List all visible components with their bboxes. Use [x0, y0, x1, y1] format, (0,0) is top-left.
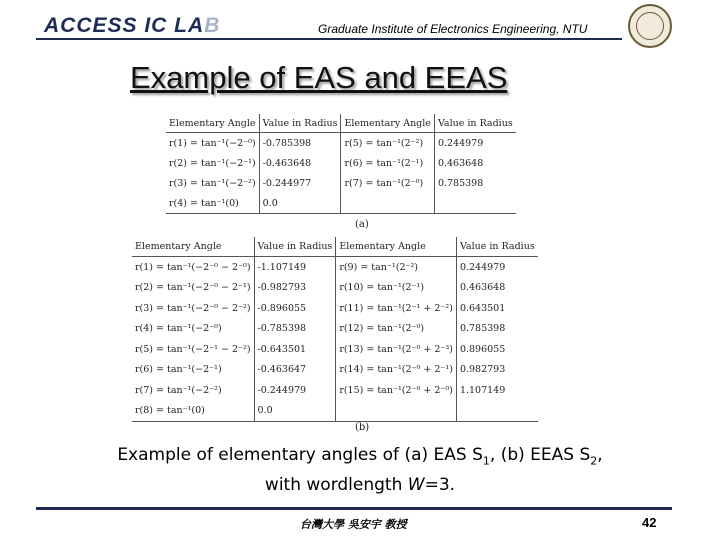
- table-cell: -0.244979: [254, 380, 336, 401]
- table-cell: -0.463648: [259, 153, 341, 173]
- lab-logo: ACCESS IC LAB: [44, 14, 221, 37]
- table-row: [166, 193, 516, 214]
- header-cell: Value in Radius: [434, 114, 515, 133]
- caption-line-2: with wordlength W=3.: [264, 475, 456, 496]
- table-cell: -0.244977: [259, 173, 341, 193]
- table-cell: -0.463647: [254, 360, 336, 381]
- table-cell: r(14) = tan⁻¹(2⁻⁰ + 2⁻¹): [336, 360, 457, 381]
- table-row: [132, 257, 538, 278]
- table-cell: r(9) = tan⁻¹(2⁻²): [336, 257, 457, 278]
- table-cell: -0.982793: [254, 278, 336, 299]
- header-cell: Value in Radius: [254, 237, 336, 257]
- institute-name: Graduate Institute of Electronics Engineering, NTU: [318, 22, 588, 36]
- table-cell: r(5) = tan⁻¹(2⁻²): [341, 133, 434, 154]
- table-cell: -0.896055: [254, 298, 336, 319]
- table-row: [132, 278, 538, 299]
- table-row: [166, 173, 516, 193]
- top-divider: [36, 38, 622, 40]
- table-cell: r(6) = tan⁻¹(2⁻¹): [341, 153, 434, 173]
- table-cell: r(7) = tan⁻¹(2⁻⁰): [341, 173, 434, 193]
- table-cell: [341, 193, 434, 214]
- table-eas: [166, 114, 516, 214]
- header-cell: Elementary Angle: [341, 114, 434, 133]
- caption-line-1: Example of elementary angles of (a) EAS $S_1$, (b) EEAS $S_2$,: [117, 445, 603, 468]
- table-cell: 0.785398: [437, 177, 484, 189]
- table-row: [166, 133, 516, 154]
- table-cell: -1.107149: [254, 257, 336, 278]
- table-row: [132, 298, 538, 319]
- table-cell: [434, 193, 515, 214]
- table-cell: r(3) = tan⁻¹(−2⁻⁰ − 2⁻²): [132, 298, 254, 319]
- table-cell: 1.107149: [459, 384, 506, 396]
- table-row: [132, 401, 538, 422]
- table-cell: [336, 401, 457, 422]
- table-b-label: (b): [355, 422, 370, 433]
- page-number: 42: [642, 515, 657, 530]
- table-cell: 0.244979: [437, 137, 484, 149]
- table-cell: r(5) = tan⁻¹(−2⁻¹ − 2⁻²): [132, 339, 254, 360]
- table-cell: r(4) = tan⁻¹(−2⁻⁰): [132, 319, 254, 340]
- table-cell: r(2) = tan⁻¹(−2⁻⁰ − 2⁻¹): [132, 278, 254, 299]
- header-cell: Value in Radius: [259, 114, 341, 133]
- bottom-divider: [36, 507, 672, 510]
- footer-text: 台灣大學 吳安宇 教授: [300, 518, 407, 531]
- table-header-row: [132, 237, 538, 257]
- table-cell: 0.785398: [459, 323, 506, 335]
- table-cell: r(13) = tan⁻¹(2⁻⁰ + 2⁻³): [336, 339, 457, 360]
- header-cell: Elementary Angle: [132, 237, 254, 257]
- figure-caption: [100, 443, 620, 497]
- table-cell: 0.463648: [437, 157, 484, 169]
- header-cell: Elementary Angle: [166, 114, 259, 133]
- slide-title: Example of EAS and EEAS: [130, 60, 508, 95]
- table-cell: r(12) = tan⁻¹(2⁻⁰): [336, 319, 457, 340]
- table-cell: r(7) = tan⁻¹(−2⁻²): [132, 380, 254, 401]
- table-cell: -0.785398: [254, 319, 336, 340]
- table-cell: 0.0: [254, 401, 336, 422]
- table-row: [132, 319, 538, 340]
- table-row: [132, 380, 538, 401]
- table-cell: r(11) = tan⁻¹(2⁻¹ + 2⁻²): [336, 298, 457, 319]
- table-row: [132, 339, 538, 360]
- table-cell: 0.463648: [459, 282, 506, 294]
- header-cell: Elementary Angle: [336, 237, 457, 257]
- table-row: [166, 153, 516, 173]
- university-seal-icon: [628, 4, 672, 48]
- table-cell: r(10) = tan⁻¹(2⁻¹): [336, 278, 457, 299]
- table-cell: -0.643501: [254, 339, 336, 360]
- table-cell: r(3) = tan⁻¹(−2⁻²): [166, 173, 259, 193]
- table-cell: r(2) = tan⁻¹(−2⁻¹): [166, 153, 259, 173]
- table-cell: r(15) = tan⁻¹(2⁻⁰ + 2⁻⁰): [336, 380, 457, 401]
- table-cell: 0.896055: [459, 343, 506, 355]
- table-cell: [456, 401, 537, 422]
- table-cell: 0.244979: [459, 261, 506, 273]
- table-cell: r(8) = tan⁻¹(0): [132, 401, 254, 422]
- table-row: [132, 360, 538, 381]
- table-header-row: [166, 114, 516, 133]
- header-cell: Value in Radius: [456, 237, 537, 257]
- table-a-label: (a): [355, 219, 369, 230]
- table-cell: -0.785398: [259, 133, 341, 154]
- table-cell: r(6) = tan⁻¹(−2⁻¹): [132, 360, 254, 381]
- table-cell: r(1) = tan⁻¹(−2⁻⁰ − 2⁻⁰): [132, 257, 254, 278]
- table-cell: 0.643501: [459, 302, 506, 314]
- table-eeas: [132, 237, 538, 422]
- table-cell: 0.0: [259, 193, 341, 214]
- table-cell: r(1) = tan⁻¹(−2⁻⁰): [166, 133, 259, 154]
- table-cell: 0.982793: [459, 364, 506, 376]
- table-cell: r(4) = tan⁻¹(0): [166, 193, 259, 214]
